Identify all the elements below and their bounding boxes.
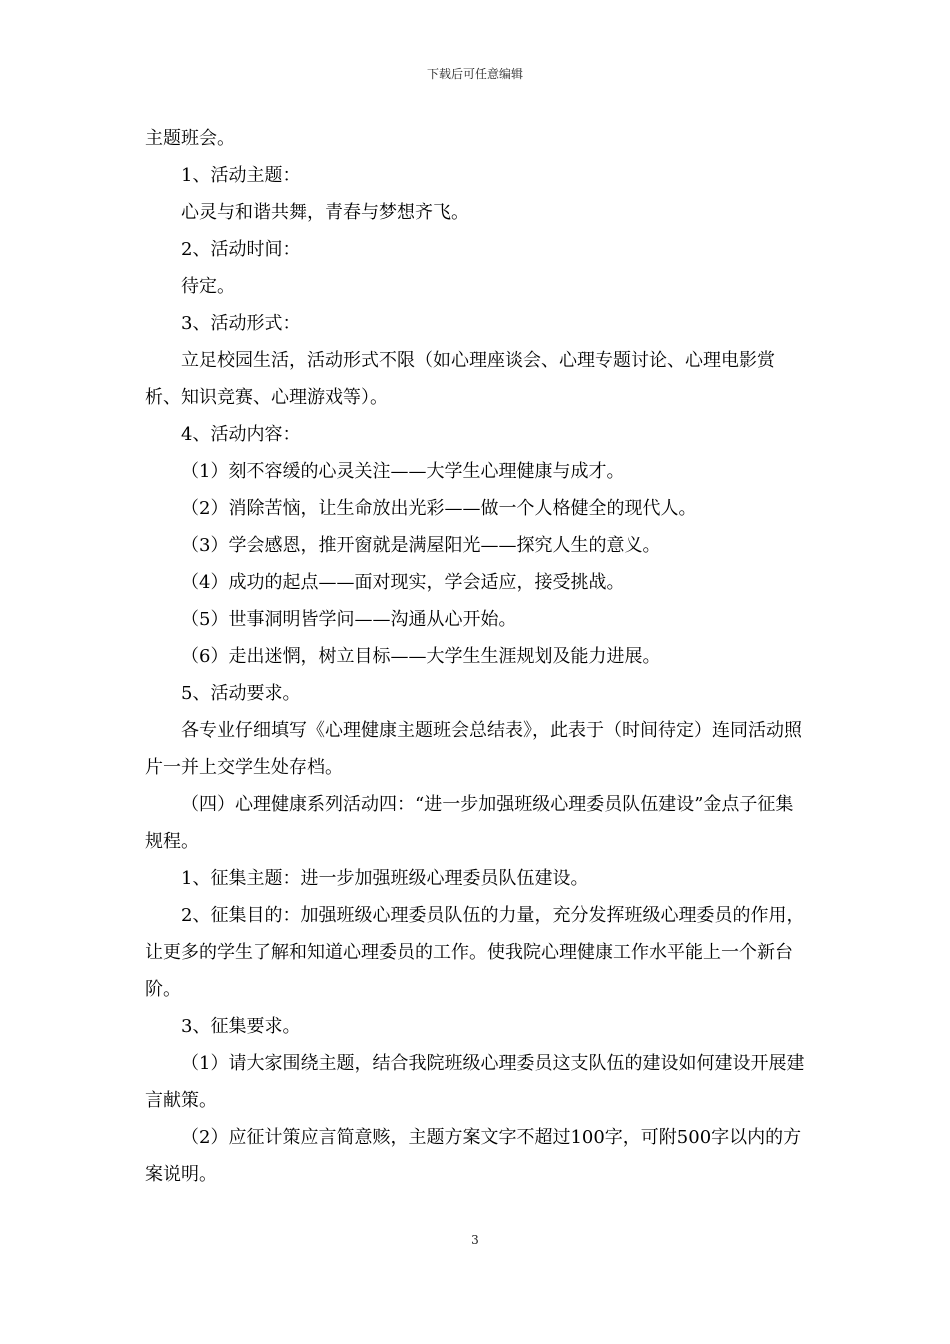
paragraph: 5、活动要求。 <box>181 683 301 704</box>
paragraph: 1、活动主题： <box>181 165 301 186</box>
paragraph: 3、征集要求。 <box>181 1016 301 1037</box>
paragraph: （1）刻不容缓的心灵关注——大学生心理健康与成才。 <box>181 461 625 482</box>
paragraph: 心灵与和谐共舞，青春与梦想齐飞。 <box>181 202 469 223</box>
paragraph: （1）请大家围绕主题，结合我院班级心理委员这支队伍的建设如何建设开展建言献策。 <box>145 1053 805 1111</box>
document-body <box>145 120 810 1193</box>
paragraph: （四）心理健康系列活动四：“进一步加强班级心理委员队伍建设”金点子征集规程。 <box>145 794 794 852</box>
paragraph: （4）成功的起点——面对现实，学会适应，接受挑战。 <box>181 572 625 593</box>
paragraph: （3）学会感恩，推开窗就是满屋阳光——探究人生的意义。 <box>181 535 661 556</box>
page-header-note: 下载后可任意编辑 <box>426 67 523 81</box>
paragraph: （6）走出迷惘，树立目标——大学生生涯规划及能力进展。 <box>181 646 661 667</box>
paragraph: 1、征集主题：进一步加强班级心理委员队伍建设。 <box>181 868 589 889</box>
paragraph: 2、征集目的：加强班级心理委员队伍的力量，充分发挥班级心理委员的作用，让更多的学生了解和知道心理委员的工作。使我院心理健康工作水平能上一个新台阶。 <box>145 905 805 1000</box>
paragraph: 立足校园生活，活动形式不限（如心理座谈会、心理专题讨论、心理电影赏析、知识竞赛、心理游戏等）。 <box>145 350 775 408</box>
page-number: 3 <box>471 1233 479 1247</box>
paragraph: 3、活动形式： <box>181 313 301 334</box>
paragraph: 待定。 <box>181 276 235 297</box>
paragraph: 主题班会。 <box>145 128 235 149</box>
paragraph: （5）世事洞明皆学问——沟通从心开始。 <box>181 609 517 630</box>
paragraph: 2、活动时间： <box>181 239 301 260</box>
paragraph: 4、活动内容： <box>181 424 301 445</box>
paragraph: （2）应征计策应言简意赅，主题方案文字不超过100字，可附500字以内的方案说明。 <box>145 1127 802 1185</box>
paragraph: （2）消除苦恼，让生命放出光彩——做一个人格健全的现代人。 <box>181 498 697 519</box>
paragraph: 各专业仔细填写《心理健康主题班会总结表》，此表于（时间待定）连同活动照片一并上交学生处存档。 <box>145 720 802 778</box>
